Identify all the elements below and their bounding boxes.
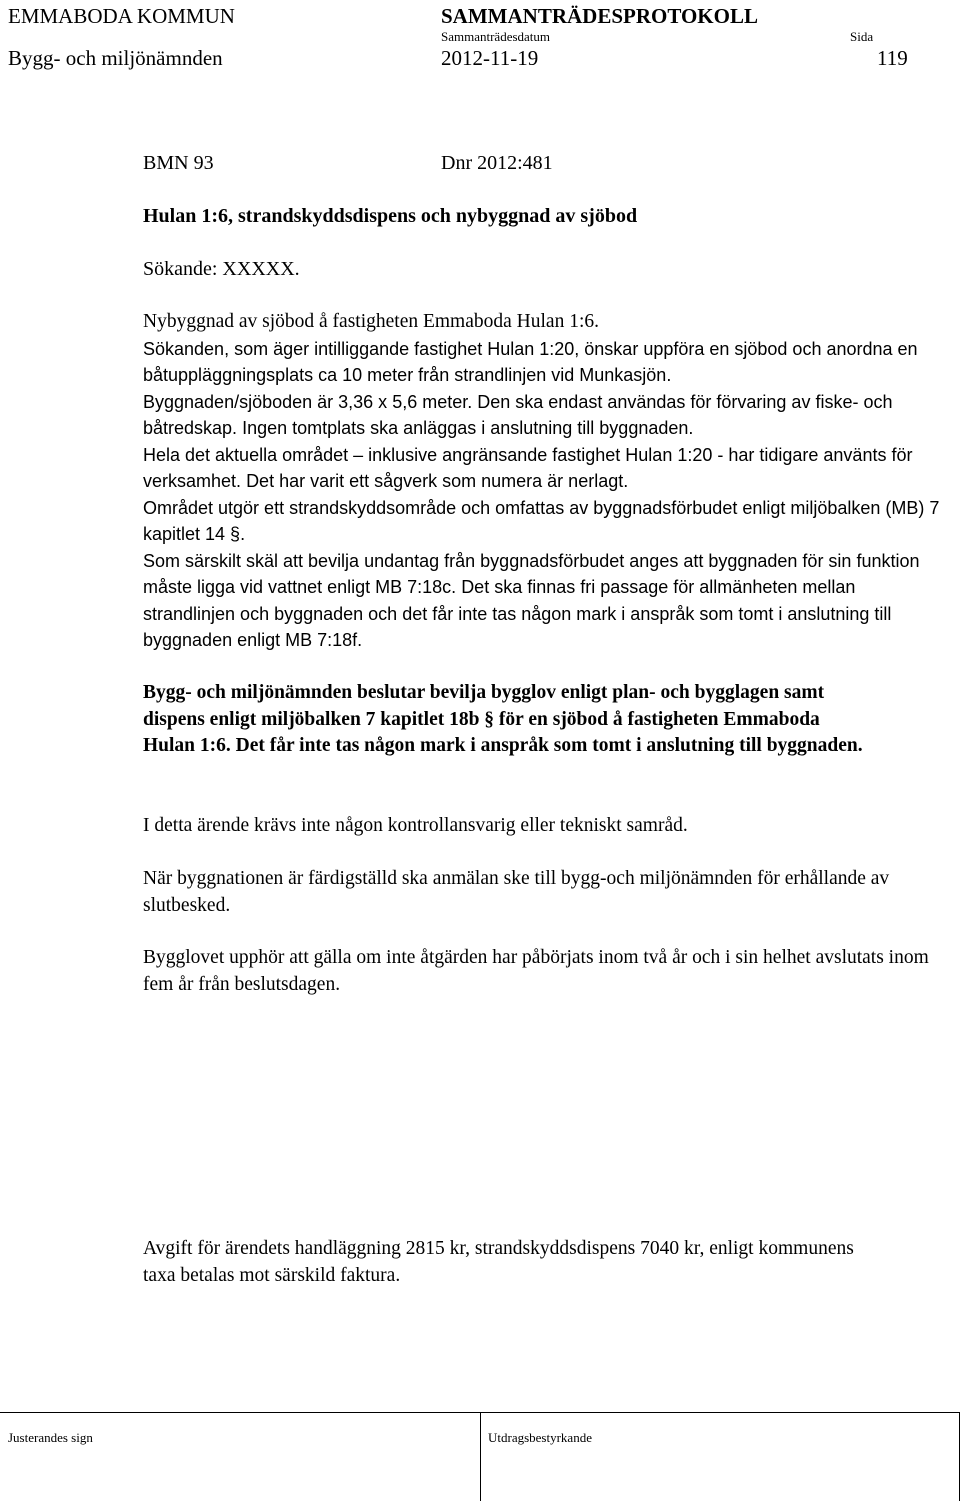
description-paragraph: Sökanden, som äger intilliggande fastighet Hulan 1:20, önskar uppföra en sjöbod och anordna en båtuppläggningsplats ca 10 meter från strandlinjen vid Munkasjön. xyxy=(143,338,918,385)
footer-column-divider xyxy=(480,1412,481,1501)
description-paragraph: Hela det aktuella området – inklusive angränsande fastighet Hulan 1:20 - har tidigare använts för verksamhet. Det har varit ett sågverk som numera är nerlagt. xyxy=(143,444,913,491)
page-number: 119 xyxy=(877,46,908,70)
intro-line: Nybyggnad av sjöbod å fastigheten Emmaboda Hulan 1:6. xyxy=(143,311,599,332)
note-validity: Bygglovet upphör att gälla om inte åtgärden har påbörjats inom två år och i sin helhet avslutats inom fem år från beslutsdagen. xyxy=(143,947,929,995)
note-control: I detta ärende krävs inte någon kontrollansvarig eller tekniskt samråd. xyxy=(143,815,688,836)
signature-label: Justerandes sign xyxy=(8,1430,93,1445)
description-paragraph: Som särskilt skäl att bevilja undantag från byggnadsförbudet anges att byggnaden för sin funktion måste ligga vid vattnet enligt MB 7:18c. Det ska finnas fri passage för allmänheten mellan strandlinjen och byggnaden och det får inte tas någon mark i anspråk som tomt i anslutning till byggnaden enligt MB 7:18f. xyxy=(143,550,920,650)
applicant: Sökande: XXXXX. xyxy=(143,258,300,280)
committee-name: Bygg- och miljönämnden xyxy=(8,46,223,70)
document-type: SAMMANTRÄDESPROTOKOLL xyxy=(441,4,758,28)
case-description xyxy=(143,309,943,654)
note-completion: När byggnationen är färdigställd ska anmälan ske till bygg-och miljönämnden för erhållande av slutbesked. xyxy=(143,868,890,916)
case-number: BMN 93 xyxy=(143,152,214,174)
description-paragraph: Området utgör ett strandskyddsområde och omfattas av byggnadsförbudet enligt miljöbalken (MB) 7 kapitlet 14 §. xyxy=(143,497,940,544)
meeting-date: 2012-11-19 xyxy=(441,46,539,70)
org-name: EMMABODA KOMMUN xyxy=(8,4,235,28)
decision-text: Bygg- och miljönämnden beslutar bevilja bygglov enligt plan- och bygglagen samt dispens enligt miljöbalken 7 kapitlet 18b § för en sjöbod å fastigheten Emmaboda Hulan 1:6. Det får inte tas någon mark i anspråk som tomt i anslutning till byggnaden. xyxy=(143,682,863,756)
description-paragraph: Byggnaden/sjöboden är 3,36 x 5,6 meter. Den ska endast användas för förvaring av fiske- och båtredskap. Ingen tomtplats ska anläggas i anslutning till byggnaden. xyxy=(143,391,893,438)
excerpt-label: Utdragsbestyrkande xyxy=(488,1430,592,1445)
fee-text: Avgift för ärendets handläggning 2815 kr, strandskyddsdispens 7040 kr, enligt kommunens taxa betalas mot särskild faktura. xyxy=(143,1238,854,1286)
date-label: Sammanträdesdatum xyxy=(441,29,551,44)
page-label: Sida xyxy=(850,29,874,44)
case-title: Hulan 1:6, strandskyddsdispens och nybyggnad av sjöbod xyxy=(143,205,638,227)
diary-number: Dnr 2012:481 xyxy=(441,152,553,174)
